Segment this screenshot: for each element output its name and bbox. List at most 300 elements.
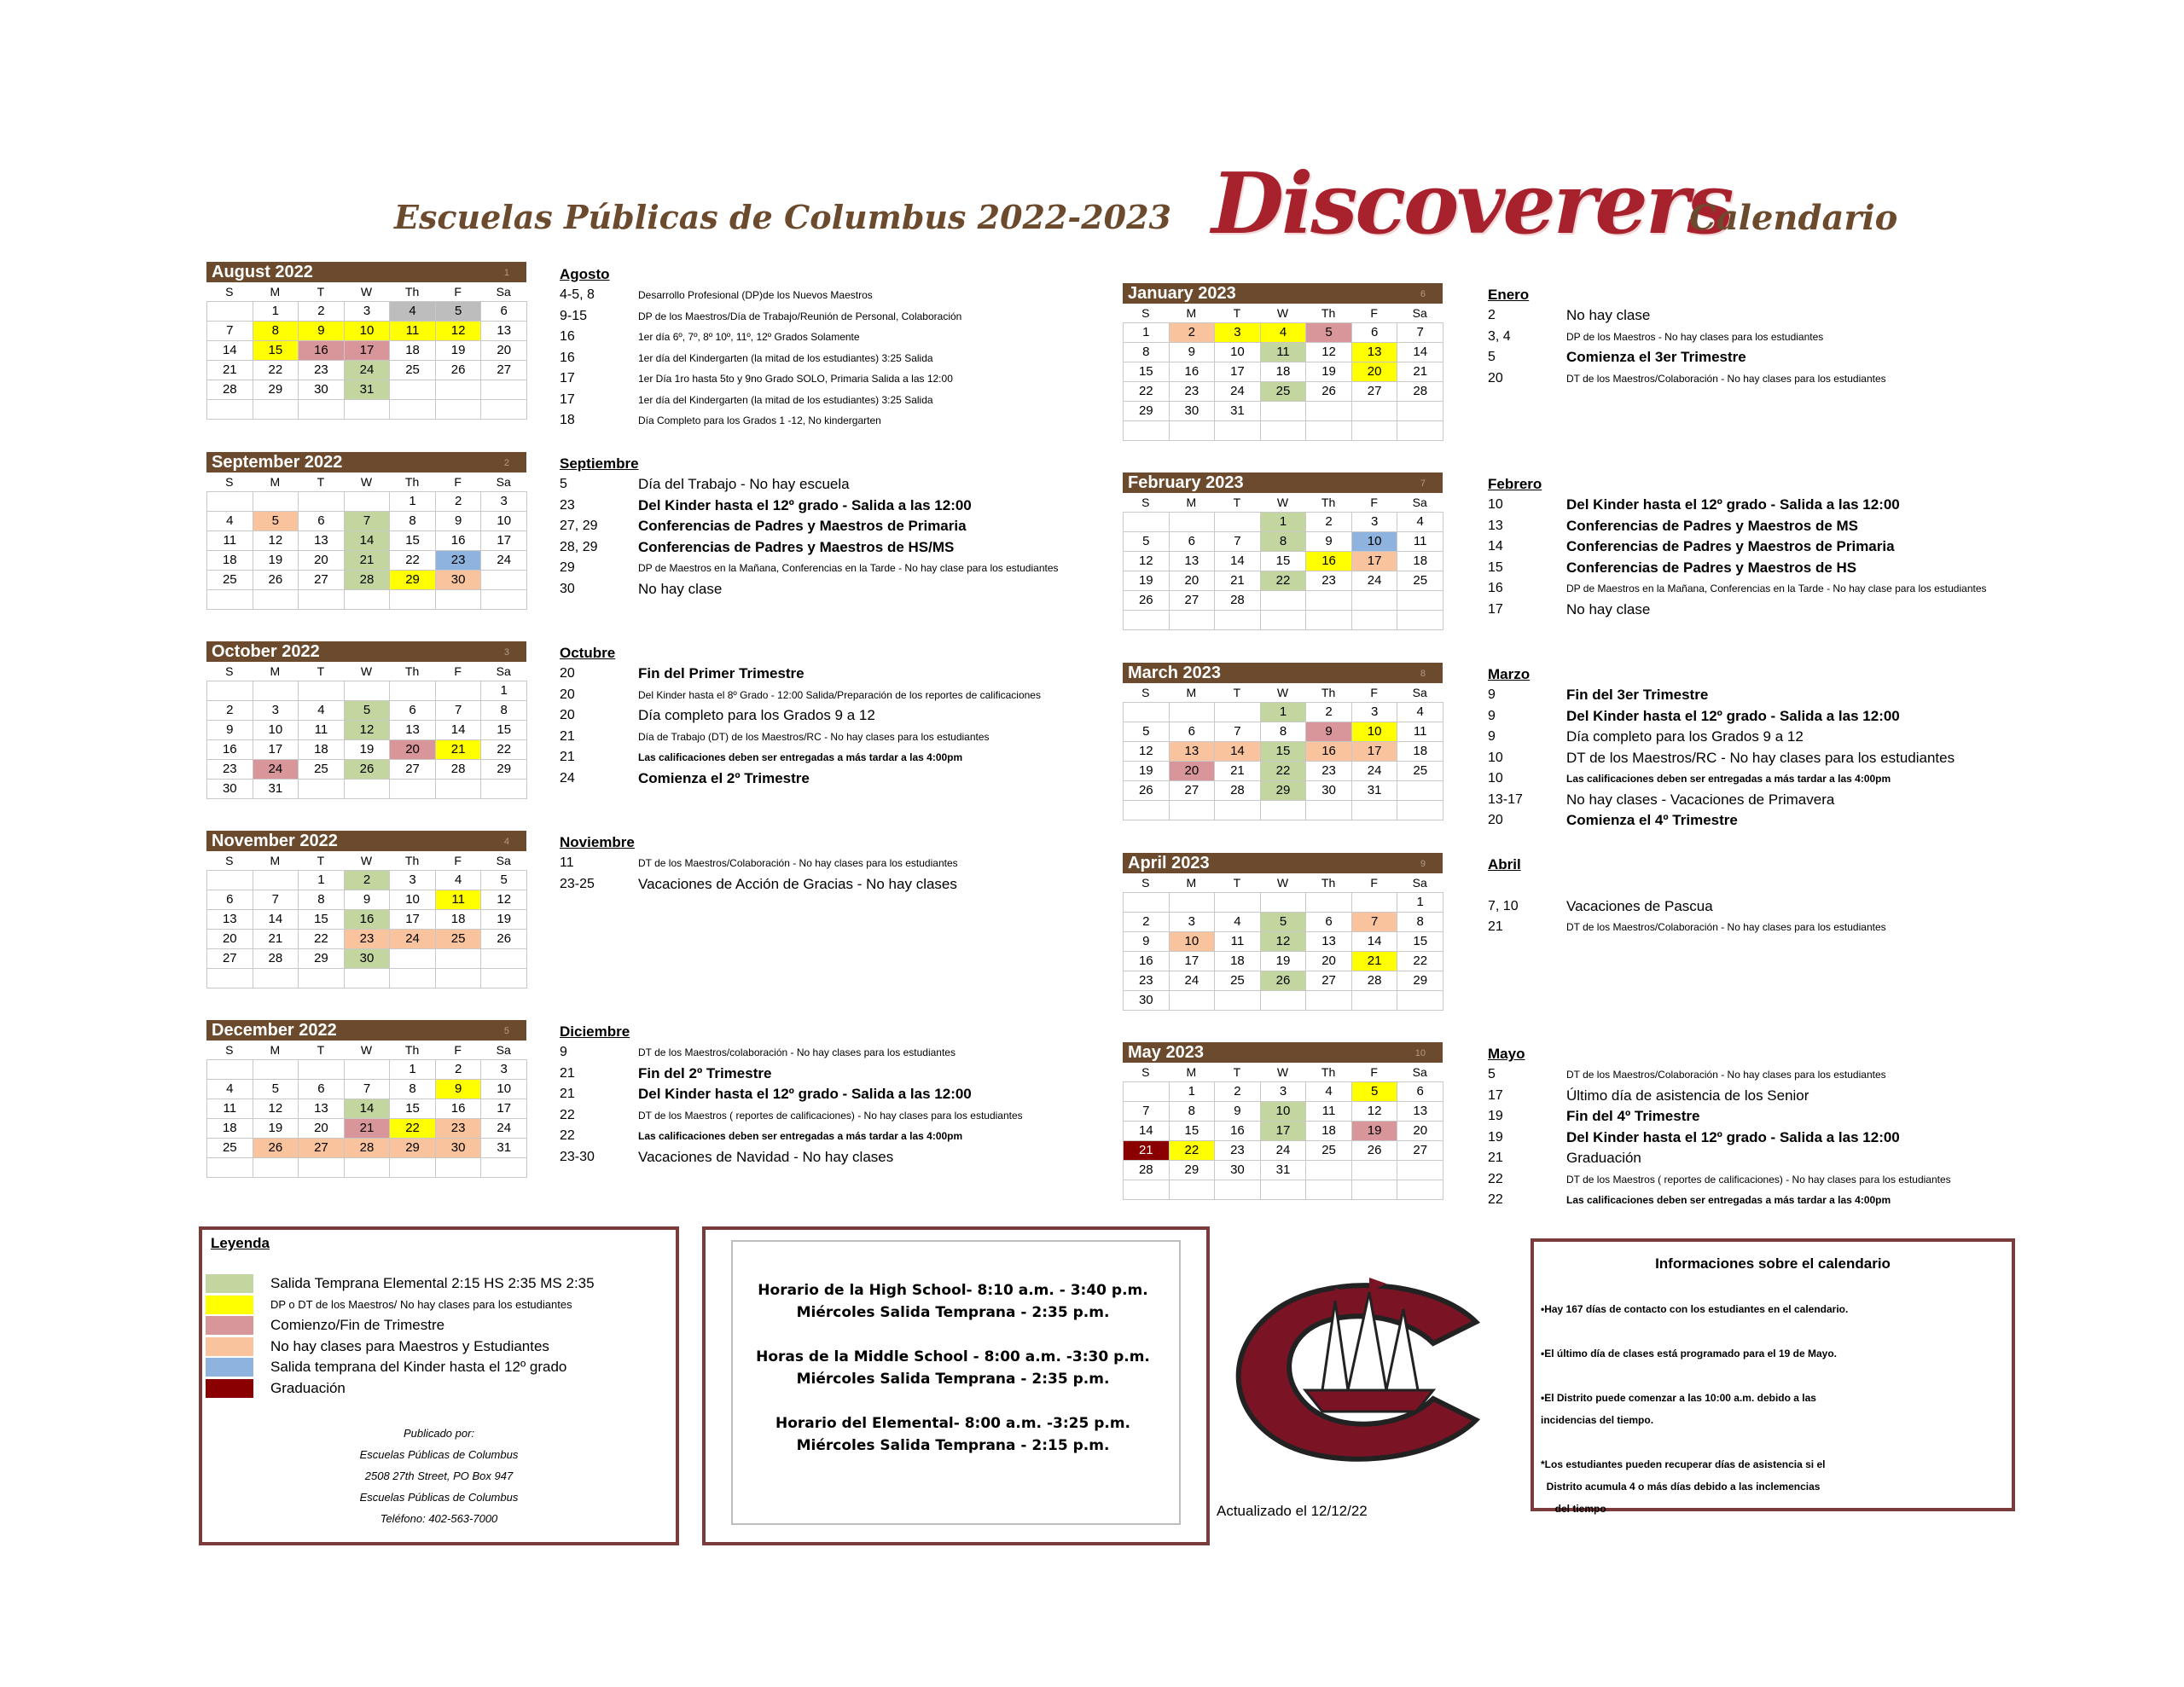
event-row bbox=[560, 664, 1089, 685]
legend-box bbox=[199, 1226, 679, 1545]
event-row bbox=[1488, 516, 2017, 537]
empty-cell bbox=[1214, 892, 1261, 913]
day-cell: 24 bbox=[389, 929, 436, 949]
empty-cell bbox=[298, 399, 345, 420]
event-row bbox=[560, 558, 1089, 579]
empty-cell bbox=[1214, 420, 1261, 441]
event-row bbox=[1488, 1086, 2017, 1107]
day-cell: 14 bbox=[1397, 342, 1443, 362]
legend-label: Comienzo/Fin de Trimestre bbox=[270, 1317, 445, 1333]
event-text: Vacaciones de Pascua bbox=[1566, 897, 1713, 914]
events-heading: Noviembre bbox=[560, 834, 635, 850]
event-text: Comienza el 4º Trimestre bbox=[1566, 812, 1738, 829]
day-cell: 5 bbox=[1123, 531, 1170, 552]
empty-cell bbox=[1123, 702, 1170, 722]
day-cell: 12 bbox=[435, 321, 482, 341]
day-cell: 4 bbox=[435, 870, 482, 890]
schedule-line: Horario de la High School- 8:10 a.m. - 3:40 p.m. bbox=[758, 1282, 1148, 1299]
day-cell: 15 bbox=[480, 720, 527, 740]
legend-swatch bbox=[206, 1358, 253, 1377]
day-cell: 31 bbox=[344, 380, 391, 400]
month-title-text: March 2023 bbox=[1128, 664, 1221, 682]
day-cell: 21 bbox=[1123, 1140, 1170, 1161]
day-cell: 3 bbox=[389, 870, 436, 890]
events-nov bbox=[560, 832, 1089, 895]
info-line: •El último día de clases está programado para el 19 de Mayo. bbox=[1541, 1348, 1837, 1359]
empty-cell bbox=[1260, 610, 1307, 630]
day-cell: 3 bbox=[1169, 912, 1216, 932]
day-cell: 31 bbox=[1351, 780, 1398, 801]
day-cell: 28 bbox=[344, 570, 391, 590]
empty-cell bbox=[206, 681, 253, 701]
empty-cell bbox=[1169, 512, 1216, 532]
day-cell: 12 bbox=[344, 720, 391, 740]
day-name: Sa bbox=[496, 285, 511, 299]
event-text: DP de Maestros en la Mañana, Conferencias en la Tarde - No hay clase para los estudiantes bbox=[1566, 583, 1987, 595]
day-cell: 30 bbox=[344, 948, 391, 969]
empty-cell bbox=[1260, 401, 1307, 421]
empty-cell bbox=[298, 491, 345, 512]
day-cell: 1 bbox=[389, 491, 436, 512]
event-date: 16 bbox=[560, 329, 575, 345]
month-title bbox=[206, 641, 526, 662]
legend-title: Leyenda bbox=[211, 1235, 270, 1251]
empty-cell bbox=[435, 1157, 482, 1178]
empty-cell bbox=[1351, 401, 1398, 421]
empty-cell bbox=[1351, 1180, 1398, 1200]
event-text: Del Kinder hasta el 12º grado - Salida a las 12:00 bbox=[638, 496, 972, 513]
day-cell: 4 bbox=[1305, 1081, 1352, 1102]
day-name: F bbox=[454, 1043, 462, 1057]
day-cell: 14 bbox=[1214, 741, 1261, 762]
info-line: •Hay 167 días de contacto con los estudiantes en el calendario. bbox=[1541, 1303, 1849, 1315]
day-cell: 10 bbox=[480, 1079, 527, 1099]
day-cell: 18 bbox=[1305, 1121, 1352, 1141]
event-date: 20 bbox=[560, 687, 575, 702]
event-row bbox=[1488, 768, 2017, 790]
day-cell: 25 bbox=[206, 1138, 253, 1158]
day-cell: 8 bbox=[1260, 722, 1307, 742]
event-row bbox=[560, 306, 1089, 328]
day-cell: 15 bbox=[1123, 362, 1170, 382]
day-cell: 1 bbox=[253, 301, 299, 322]
empty-cell bbox=[298, 681, 345, 701]
empty-cell bbox=[1397, 590, 1443, 611]
day-cell: 2 bbox=[206, 700, 253, 721]
day-name: Th bbox=[1321, 876, 1336, 890]
empty-cell bbox=[1123, 610, 1170, 630]
month-number: 7 bbox=[1420, 478, 1426, 489]
legend-label: Salida Temprana Elemental 2:15 HS 2:35 MS 2:35 bbox=[270, 1275, 595, 1291]
day-name: W bbox=[1276, 496, 1289, 509]
event-text: Vacaciones de Acción de Gracias - No hay clases bbox=[638, 875, 957, 892]
event-text: 1er día 6º, 7º, 8º 10º, 11º, 12º Grados Solamente bbox=[638, 331, 860, 344]
event-date: 16 bbox=[1488, 581, 1503, 596]
published-line: 2508 27th Street, PO Box 947 bbox=[364, 1470, 514, 1482]
day-cell: 13 bbox=[1169, 551, 1216, 571]
day-cell: 9 bbox=[435, 1079, 482, 1099]
legend-swatch bbox=[206, 1274, 253, 1293]
empty-cell bbox=[1260, 1180, 1307, 1200]
day-cell: 23 bbox=[344, 929, 391, 949]
day-cell: 22 bbox=[389, 550, 436, 571]
day-cell: 8 bbox=[298, 890, 345, 910]
event-date: 24 bbox=[560, 770, 575, 786]
day-cell: 9 bbox=[1305, 722, 1352, 742]
event-date: 21 bbox=[560, 750, 575, 765]
events-jan bbox=[1488, 285, 2017, 389]
event-date: 19 bbox=[1488, 1129, 1503, 1145]
day-cell: 27 bbox=[1169, 590, 1216, 611]
empty-cell bbox=[1123, 512, 1170, 532]
day-cell: 16 bbox=[298, 340, 345, 361]
day-cell: 17 bbox=[1214, 362, 1261, 382]
day-cell: 24 bbox=[1169, 971, 1216, 991]
empty-cell bbox=[1123, 1180, 1170, 1200]
day-cell: 21 bbox=[1214, 761, 1261, 781]
day-cell: 9 bbox=[1214, 1101, 1261, 1122]
day-name: Sa bbox=[1412, 686, 1427, 699]
day-cell: 25 bbox=[435, 929, 482, 949]
event-date: 2 bbox=[1488, 308, 1496, 323]
empty-cell bbox=[1169, 892, 1216, 913]
event-row bbox=[560, 368, 1089, 390]
day-cell: 3 bbox=[253, 700, 299, 721]
empty-cell bbox=[253, 681, 299, 701]
empty-cell bbox=[344, 681, 391, 701]
day-cell: 10 bbox=[344, 321, 391, 341]
day-name: W bbox=[360, 475, 373, 489]
empty-cell bbox=[1123, 892, 1170, 913]
day-name: M bbox=[1186, 686, 1197, 699]
event-text: DP de los Maestros/Día de Trabajo/Reunión de Personal, Colaboración bbox=[638, 310, 962, 322]
day-cell: 11 bbox=[435, 890, 482, 910]
event-row bbox=[560, 410, 1089, 432]
empty-cell bbox=[435, 399, 482, 420]
event-date: 16 bbox=[560, 350, 575, 365]
month-number: 8 bbox=[1420, 669, 1426, 679]
day-cell: 13 bbox=[1169, 741, 1216, 762]
day-cell: 2 bbox=[1305, 512, 1352, 532]
event-text: Desarrollo Profesional (DP)de los Nuevos Maestros bbox=[638, 289, 873, 302]
day-cell: 16 bbox=[1305, 741, 1352, 762]
day-cell: 13 bbox=[298, 530, 345, 551]
events-apr bbox=[1488, 855, 2017, 938]
day-cell: 30 bbox=[1305, 780, 1352, 801]
event-date: 21 bbox=[560, 728, 575, 744]
day-name: M bbox=[270, 1043, 281, 1057]
empty-cell bbox=[1397, 990, 1443, 1011]
schedule-box bbox=[702, 1226, 1210, 1545]
event-row bbox=[1488, 1128, 2017, 1149]
empty-cell bbox=[344, 491, 391, 512]
day-cell: 28 bbox=[1397, 381, 1443, 402]
month-title bbox=[1123, 663, 1443, 683]
day-cell: 27 bbox=[298, 1138, 345, 1158]
day-cell: 5 bbox=[480, 870, 527, 890]
day-cell: 17 bbox=[253, 739, 299, 760]
day-name: Sa bbox=[496, 664, 511, 678]
legend-item bbox=[206, 1296, 572, 1314]
empty-cell bbox=[206, 870, 253, 890]
day-cell: 19 bbox=[344, 739, 391, 760]
day-cell: 14 bbox=[1214, 551, 1261, 571]
day-cell: 6 bbox=[298, 1079, 345, 1099]
empty-cell bbox=[298, 589, 345, 610]
day-cell: 12 bbox=[253, 530, 299, 551]
month-title-text: September 2022 bbox=[212, 453, 343, 472]
day-cell: 24 bbox=[1260, 1140, 1307, 1161]
day-cell: 5 bbox=[253, 511, 299, 531]
day-cell: 27 bbox=[1351, 381, 1398, 402]
event-row bbox=[1488, 578, 2017, 600]
day-cell: 9 bbox=[1169, 342, 1216, 362]
day-cell: 3 bbox=[344, 301, 391, 322]
event-date: 22 bbox=[1488, 1192, 1503, 1208]
empty-cell bbox=[1260, 892, 1307, 913]
empty-cell bbox=[206, 968, 253, 988]
event-text: Las calificaciones deben ser entregadas a más tardar a las 4:00pm bbox=[1566, 773, 1891, 786]
event-date: 27, 29 bbox=[560, 519, 598, 534]
empty-cell bbox=[389, 968, 436, 988]
day-cell: 29 bbox=[298, 948, 345, 969]
event-date: 10 bbox=[1488, 497, 1503, 513]
day-cell: 13 bbox=[389, 720, 436, 740]
day-cell: 11 bbox=[1214, 931, 1261, 952]
day-name: S bbox=[225, 854, 234, 867]
day-cell: 5 bbox=[1351, 1081, 1398, 1102]
day-cell: 20 bbox=[1397, 1121, 1443, 1141]
empty-cell bbox=[1169, 800, 1216, 820]
day-cell: 6 bbox=[298, 511, 345, 531]
columbus-ship-logo bbox=[1220, 1262, 1510, 1475]
day-cell: 19 bbox=[253, 1118, 299, 1139]
day-cell: 18 bbox=[1260, 362, 1307, 382]
event-text: Conferencias de Padres y Maestros de HS/MS bbox=[638, 538, 955, 555]
event-row bbox=[560, 496, 1089, 517]
day-name: T bbox=[1233, 306, 1241, 320]
event-date: 13-17 bbox=[1488, 791, 1523, 807]
event-row bbox=[1488, 748, 2017, 769]
day-cell: 14 bbox=[344, 1099, 391, 1119]
empty-cell bbox=[253, 968, 299, 988]
day-name: M bbox=[1186, 1065, 1197, 1079]
day-cell: 25 bbox=[1305, 1140, 1352, 1161]
event-text: Del Kinder hasta el 12º grado - Salida a las 12:00 bbox=[1566, 707, 1900, 724]
event-text: Las calificaciones deben ser entregadas a más tardar a las 4:00pm bbox=[638, 1130, 963, 1143]
day-cell: 27 bbox=[298, 570, 345, 590]
event-date: 13 bbox=[1488, 518, 1503, 533]
day-cell: 2 bbox=[435, 491, 482, 512]
day-cell: 11 bbox=[206, 1099, 253, 1119]
day-cell: 29 bbox=[1169, 1160, 1216, 1180]
day-name: S bbox=[225, 475, 234, 489]
empty-cell bbox=[480, 570, 527, 590]
event-row bbox=[1488, 1064, 2017, 1086]
day-cell: 22 bbox=[253, 360, 299, 380]
day-cell: 10 bbox=[389, 890, 436, 910]
day-name: M bbox=[1186, 306, 1197, 320]
day-name: Sa bbox=[1412, 306, 1427, 320]
day-cell: 14 bbox=[1351, 931, 1398, 952]
day-cell: 7 bbox=[1351, 912, 1398, 932]
event-text: Fin del 2º Trimestre bbox=[638, 1064, 772, 1081]
day-name: Th bbox=[404, 664, 420, 678]
month-grid bbox=[206, 1041, 526, 1177]
day-cell: 29 bbox=[253, 380, 299, 400]
events-heading: Abril bbox=[1488, 856, 1521, 872]
day-cell: 28 bbox=[1123, 1160, 1170, 1180]
empty-cell bbox=[1214, 512, 1261, 532]
event-row bbox=[1488, 875, 2017, 896]
day-name: M bbox=[270, 285, 281, 299]
event-date: 22 bbox=[560, 1128, 575, 1144]
day-cell: 12 bbox=[1123, 741, 1170, 762]
empty-cell bbox=[480, 968, 527, 988]
day-cell: 20 bbox=[1351, 362, 1398, 382]
day-cell: 9 bbox=[206, 720, 253, 740]
day-cell: 4 bbox=[298, 700, 345, 721]
empty-cell bbox=[389, 1157, 436, 1178]
event-row bbox=[560, 537, 1089, 559]
day-name: Th bbox=[404, 854, 420, 867]
event-row bbox=[560, 853, 1089, 874]
day-cell: 16 bbox=[435, 530, 482, 551]
event-text: Graduación bbox=[1566, 1150, 1641, 1167]
month-grid bbox=[1123, 493, 1443, 629]
event-text: Día del Trabajo - No hay escuela bbox=[638, 476, 850, 493]
event-text: Día completo para los Grados 9 a 12 bbox=[1566, 728, 1804, 745]
empty-cell bbox=[389, 779, 436, 799]
month-oct bbox=[206, 641, 526, 798]
month-mar bbox=[1123, 663, 1443, 820]
day-name: T bbox=[317, 854, 325, 867]
month-jan bbox=[1123, 283, 1443, 440]
event-text: 1er día del Kindergarten (la mitad de los estudiantes) 3:25 Salida bbox=[638, 393, 933, 406]
event-text: No hay clases - Vacaciones de Primavera bbox=[1566, 791, 1835, 808]
month-nov bbox=[206, 831, 526, 988]
day-name: F bbox=[1370, 876, 1378, 890]
event-row bbox=[560, 348, 1089, 369]
event-date: 20 bbox=[1488, 370, 1503, 386]
day-cell: 30 bbox=[298, 380, 345, 400]
day-name: M bbox=[270, 475, 281, 489]
day-cell: 7 bbox=[253, 890, 299, 910]
event-date: 21 bbox=[1488, 919, 1503, 935]
day-cell: 8 bbox=[1123, 342, 1170, 362]
day-cell: 16 bbox=[1169, 362, 1216, 382]
event-row bbox=[1488, 536, 2017, 558]
event-text: No hay clase bbox=[638, 580, 723, 597]
event-row bbox=[1488, 1106, 2017, 1128]
day-name: T bbox=[317, 475, 325, 489]
day-name: F bbox=[454, 475, 462, 489]
day-cell: 4 bbox=[206, 1079, 253, 1099]
day-cell: 26 bbox=[1305, 381, 1352, 402]
empty-cell bbox=[1351, 1160, 1398, 1180]
event-text: Comienza el 2º Trimestre bbox=[638, 769, 810, 786]
empty-cell bbox=[1305, 800, 1352, 820]
day-cell: 28 bbox=[1351, 971, 1398, 991]
schedule-line: Miércoles Salida Temprana - 2:35 p.m. bbox=[796, 1371, 1110, 1388]
empty-cell bbox=[389, 948, 436, 969]
day-name: Sa bbox=[496, 475, 511, 489]
day-cell: 4 bbox=[1397, 702, 1443, 722]
event-row bbox=[1488, 1148, 2017, 1169]
day-cell: 12 bbox=[1351, 1101, 1398, 1122]
day-cell: 30 bbox=[1214, 1160, 1261, 1180]
empty-cell bbox=[1260, 800, 1307, 820]
day-cell: 15 bbox=[1260, 741, 1307, 762]
empty-cell bbox=[1123, 800, 1170, 820]
empty-cell bbox=[1397, 1160, 1443, 1180]
event-text: DT de los Maestros/Colaboración - No hay clases para los estudiantes bbox=[1566, 372, 1886, 385]
day-cell: 16 bbox=[1214, 1121, 1261, 1141]
empty-cell bbox=[1397, 780, 1443, 801]
empty-cell bbox=[206, 1157, 253, 1178]
day-cell: 8 bbox=[480, 700, 527, 721]
empty-cell bbox=[206, 589, 253, 610]
empty-cell bbox=[298, 1059, 345, 1080]
day-name: M bbox=[270, 854, 281, 867]
day-name: T bbox=[1233, 1065, 1241, 1079]
empty-cell bbox=[298, 968, 345, 988]
published-by bbox=[202, 1423, 676, 1529]
day-cell: 5 bbox=[435, 301, 482, 322]
empty-cell bbox=[1260, 420, 1307, 441]
day-cell: 12 bbox=[480, 890, 527, 910]
day-cell: 27 bbox=[389, 759, 436, 780]
day-name: T bbox=[1233, 686, 1241, 699]
day-name: F bbox=[454, 285, 462, 299]
day-cell: 29 bbox=[480, 759, 527, 780]
day-cell: 7 bbox=[435, 700, 482, 721]
empty-cell bbox=[344, 1059, 391, 1080]
month-title bbox=[206, 262, 526, 282]
day-cell: 9 bbox=[298, 321, 345, 341]
event-row bbox=[1488, 790, 2017, 811]
day-cell: 16 bbox=[1123, 951, 1170, 971]
day-cell: 6 bbox=[1397, 1081, 1443, 1102]
day-cell: 2 bbox=[1123, 912, 1170, 932]
empty-cell bbox=[253, 1157, 299, 1178]
day-cell: 28 bbox=[253, 948, 299, 969]
day-cell: 26 bbox=[480, 929, 527, 949]
schedule-line: Horario del Elemental- 8:00 a.m. -3:25 p.m. bbox=[775, 1415, 1130, 1432]
event-text: DT de los Maestros ( reportes de calificaciones) - No hay clases para los estudiantes bbox=[1566, 1173, 1951, 1186]
event-row bbox=[1488, 495, 2017, 516]
schedule-line: Miércoles Salida Temprana - 2:15 p.m. bbox=[796, 1437, 1110, 1454]
day-name: Sa bbox=[1412, 876, 1427, 890]
month-grid bbox=[206, 282, 526, 419]
day-cell: 14 bbox=[253, 909, 299, 930]
day-cell: 27 bbox=[1397, 1140, 1443, 1161]
day-cell: 2 bbox=[1214, 1081, 1261, 1102]
day-name: Sa bbox=[1412, 1065, 1427, 1079]
day-name: S bbox=[1141, 876, 1150, 890]
events-heading: Enero bbox=[1488, 287, 1530, 303]
day-cell: 25 bbox=[1397, 571, 1443, 591]
empty-cell bbox=[253, 1059, 299, 1080]
day-cell: 10 bbox=[1214, 342, 1261, 362]
month-title bbox=[206, 831, 526, 851]
day-cell: 4 bbox=[389, 301, 436, 322]
month-grid bbox=[206, 472, 526, 609]
event-row bbox=[560, 1064, 1089, 1085]
day-name: Th bbox=[1321, 686, 1336, 699]
month-title-text: August 2022 bbox=[212, 263, 313, 281]
day-cell: 23 bbox=[1305, 761, 1352, 781]
